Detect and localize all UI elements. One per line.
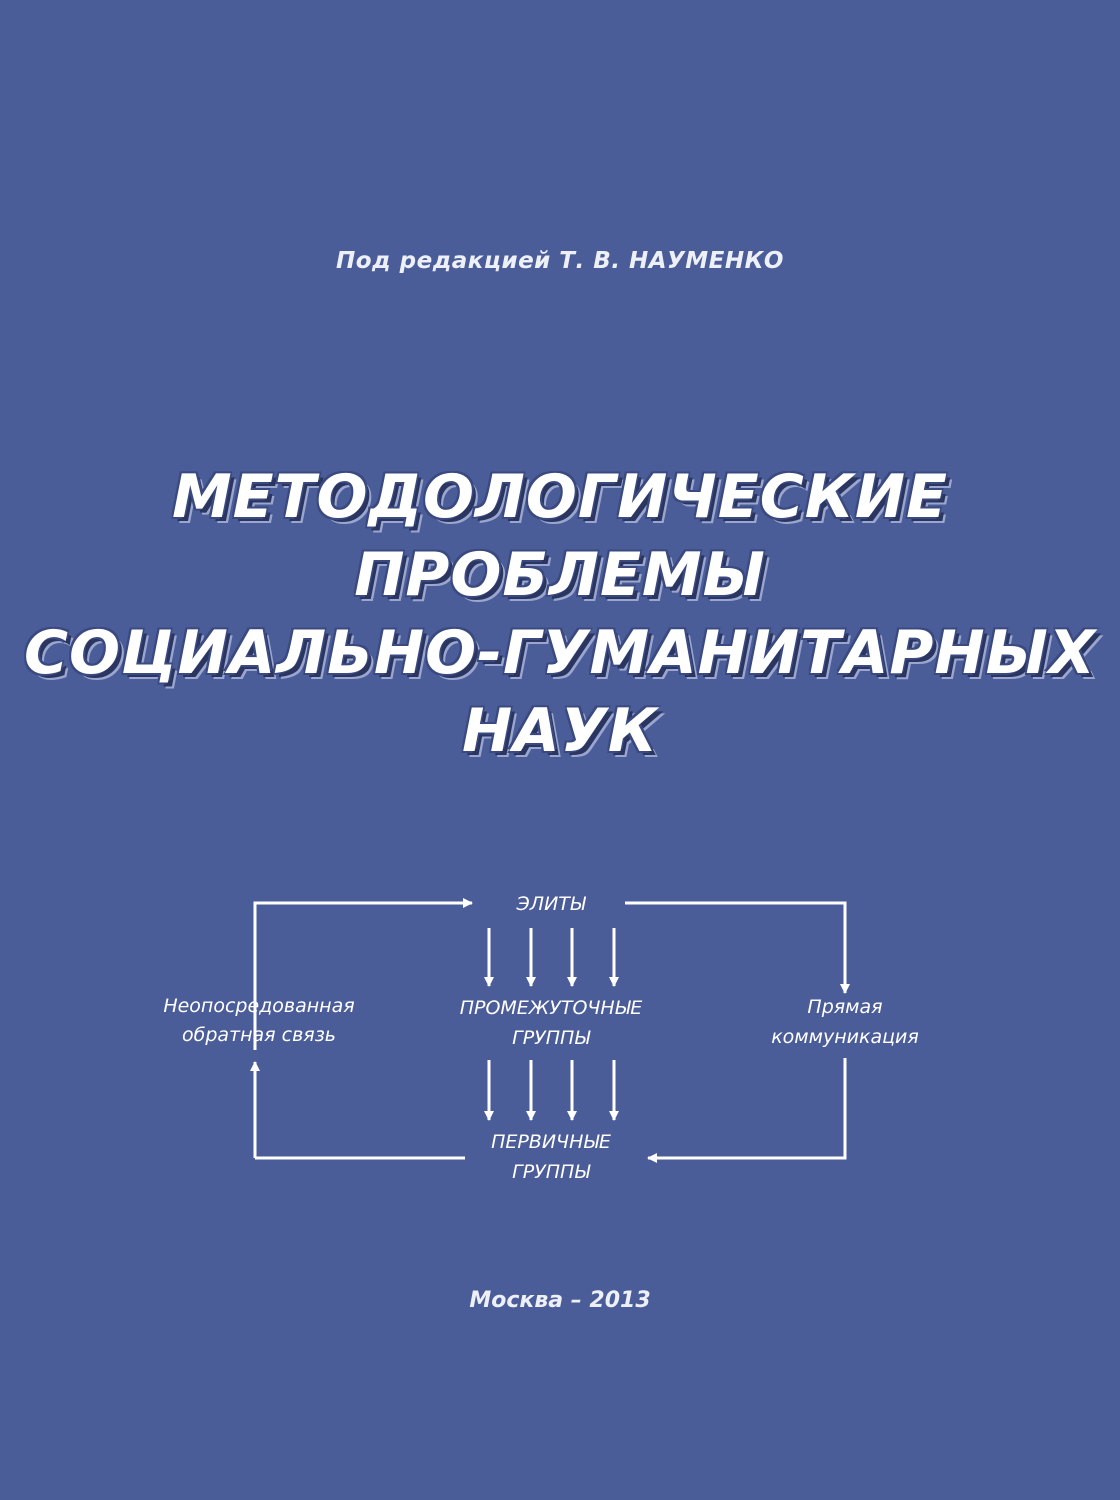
label-primary-1: ПЕРВИЧНЫЕ	[491, 1131, 611, 1153]
label-direct-1: Прямая	[807, 996, 883, 1018]
label-elites: ЭЛИТЫ	[516, 893, 586, 915]
label-direct-2: коммуникация	[771, 1026, 919, 1048]
title-line-2: ПРОБЛЕМЫ	[354, 540, 766, 610]
direct-loop-top-arrow	[625, 903, 845, 993]
title-line-4: НАУК	[462, 696, 658, 766]
city-year: Москва – 2013	[469, 1288, 651, 1313]
title-line-1: МЕТОДОЛОГИЧЕСКИЕ	[171, 462, 949, 532]
label-intermediate-1: ПРОМЕЖУТОЧНЫЕ	[459, 997, 643, 1019]
label-primary-2: ГРУППЫ	[512, 1161, 590, 1183]
label-feedback-1: Неопосредованная	[163, 995, 355, 1017]
direct-loop-bottom-arrow	[648, 1058, 845, 1158]
editor-credit: Под редакцией Т. В. НАУМЕНКО	[336, 248, 784, 274]
title-line-3: СОЦИАЛЬНО-ГУМАНИТАРНЫХ	[23, 618, 1097, 688]
label-feedback-2: обратная связь	[181, 1024, 337, 1046]
label-intermediate-2: ГРУППЫ	[512, 1027, 590, 1049]
